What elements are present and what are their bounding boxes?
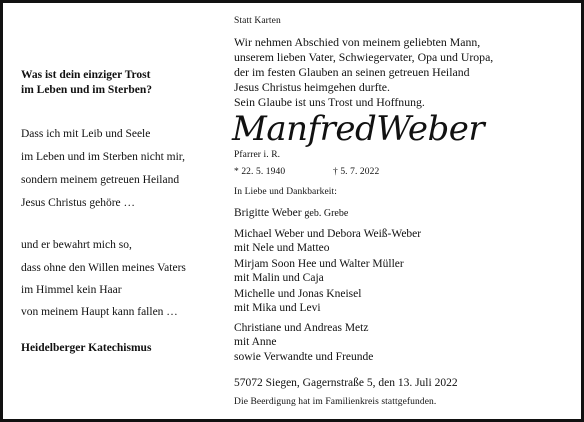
family-line: Mirjam Soon Hee und Walter Müller [234, 258, 404, 270]
deceased-name: ManfredWeber [232, 109, 485, 149]
notice-header: Statt Karten [234, 16, 281, 26]
birth-date: * 22. 5. 1940 [234, 167, 286, 177]
catechism-answer-line: dass ohne den Willen meines Vaters [21, 262, 186, 274]
mourning-intro: In Liebe und Dankbarkeit: [234, 187, 338, 197]
family-line: mit Anne [234, 336, 277, 348]
family-line: mit Mika und Levi [234, 302, 321, 314]
catechism-question-line-1: Was ist dein einziger Trost [21, 69, 151, 81]
catechism-answer-line: Dass ich mit Leib und Seele [21, 128, 151, 140]
catechism-answer-line: und er bewahrt mich so, [21, 239, 132, 251]
family-line: mit Nele und Matteo [234, 242, 330, 254]
family-line: Christiane und Andreas Metz [234, 322, 369, 334]
intro-line: Sein Glaube ist uns Trost und Hoffnung. [234, 95, 425, 109]
intro-line: der im festen Glauben an seinen getreuen Heiland [234, 65, 470, 79]
family-line: Michael Weber und Debora Weiß-Weber [234, 228, 422, 240]
catechism-question-line-2: im Leben und im Sterben? [21, 84, 152, 96]
burial-note: Die Beerdigung hat im Familienkreis stattgefunden. [234, 397, 437, 407]
family-line: Michelle und Jonas Kneisel [234, 288, 362, 300]
death-date: † 5. 7. 2022 [333, 167, 380, 177]
family-line: sowie Verwandte und Freunde [234, 351, 374, 363]
family-member-suffix: geb. Grebe [304, 208, 349, 219]
family-line [234, 207, 348, 219]
address-line: 57072 Siegen, Gagernstraße 5, den 13. Juli 2022 [234, 377, 458, 389]
catechism-answer-line: von meinem Haupt kann fallen … [21, 306, 178, 318]
catechism-answer-line: im Leben und im Sterben nicht mir, [21, 151, 186, 163]
catechism-answer-line: im Himmel kein Haar [21, 284, 122, 296]
catechism-answer-line: Jesus Christus gehöre … [21, 197, 136, 209]
family-member: Brigitte Weber [234, 207, 302, 219]
deceased-title: Pfarrer i. R. [234, 150, 281, 160]
intro-line: Wir nehmen Abschied von meinem geliebten Mann, [234, 35, 481, 49]
family-line: mit Malin und Caja [234, 272, 324, 284]
intro-line: unserem lieben Vater, Schwiegervater, Opa und Uropa, [234, 50, 494, 64]
catechism-answer-line: sondern meinem getreuen Heiland [21, 174, 180, 186]
catechism-source: Heidelberger Katechismus [21, 342, 152, 354]
intro-line: Jesus Christus heimgehen durfte. [234, 80, 390, 94]
